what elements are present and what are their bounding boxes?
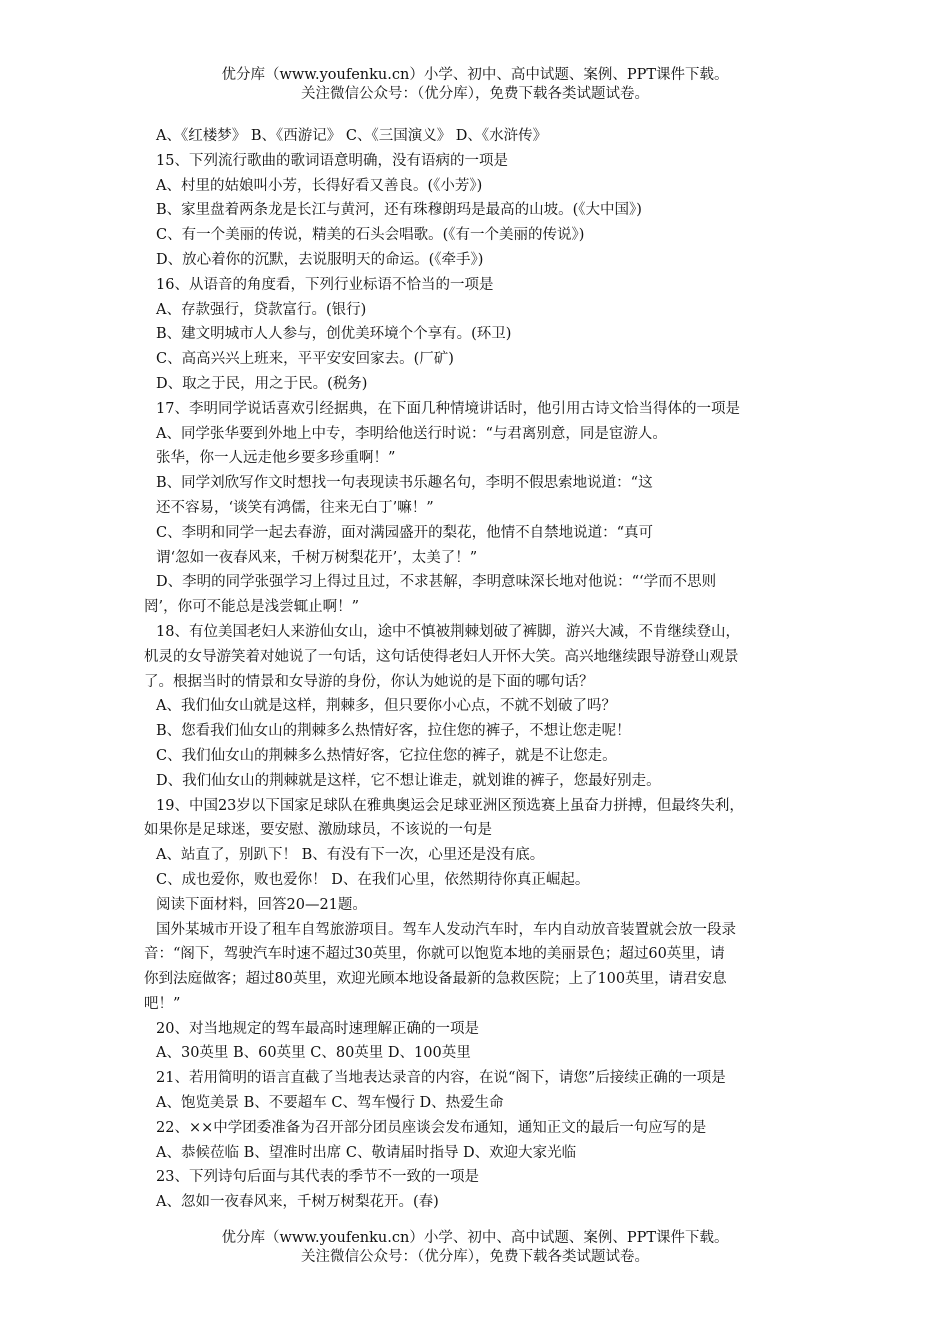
text-line: A、站直了，别趴下！ B、有没有下一次，心里还是没有底。 bbox=[156, 847, 545, 864]
text-line: B、同学刘欣写作文时想找一句表现读书乐趣名句，李明不假思索地说道：“这 bbox=[156, 475, 653, 492]
question-16: 16、从语音的角度看，下列行业标语不恰当的一项是 bbox=[156, 276, 494, 293]
question-19: 19、中国23岁以下国家足球队在雅典奥运会足球亚洲区预选赛上虽奋力拼搏，但最终失利， bbox=[156, 797, 744, 814]
text-line: A、《红楼梦》 B、《西游记》 C、《三国演义》 D、《水浒传》 bbox=[156, 128, 548, 144]
text-line: 还不容易，‘谈笑有鸿儒，往来无白丁’嘛！” bbox=[156, 499, 434, 516]
text-line: A、存款强行，贷款富行。(银行) bbox=[156, 301, 367, 318]
text-line: A、同学张华要到外地上中专，李明给他送行时说：“与君离别意，同是宦游人。 bbox=[156, 425, 667, 442]
text-line: 张华，你一人远走他乡要多珍重啊！” bbox=[156, 450, 396, 467]
text-line: A、30英里 B、60英里 C、80英里 D、100英里 bbox=[156, 1045, 471, 1062]
text-line: C、我们仙女山的荆棘多么热情好客，它拉住您的裤子，就是不让您走。 bbox=[156, 747, 617, 764]
page-header bbox=[0, 66, 950, 104]
text-line: C、有一个美丽的传说，精美的石头会唱歌。(《有一个美丽的传说》) bbox=[156, 227, 585, 244]
text-line: D、放心着你的沉默，去说服明天的命运。(《牵手》) bbox=[156, 251, 484, 268]
text-line: A、恭候莅临 B、望准时出席 C、敬请届时指导 D、欢迎大家光临 bbox=[156, 1144, 577, 1161]
text-line: A、忽如一夜春风来，千树万树梨花开。(春) bbox=[156, 1194, 439, 1211]
text-line: A、饱览美景 B、不要超车 C、驾车慢行 D、热爱生命 bbox=[156, 1095, 504, 1112]
text-line: C、高高兴兴上班来，平平安安回家去。(厂矿) bbox=[156, 351, 454, 368]
text-line: 机灵的女导游笑着对她说了一句话，这句话使得老妇人开怀大笑。高兴地继续跟导游登山观景 bbox=[144, 648, 739, 665]
text-line: C、李明和同学一起去春游，面对满园盛开的梨花，他情不自禁地说道：“真可 bbox=[156, 524, 654, 541]
question-22: 22、××中学团委准备为召开部分团员座谈会发布通知，通知正文的最后一句应写的是 bbox=[156, 1119, 707, 1136]
question-21: 21、若用简明的语言直截了当地表达录音的内容，在说“阁下，请您”后接续正确的一项是 bbox=[156, 1070, 726, 1087]
passage-line: 吧！” bbox=[144, 995, 181, 1012]
footer-line-site: 优分库（www.youfenku.cn）小学、初中、高中试题、案例、PPT课件下载。 bbox=[221, 1230, 729, 1246]
text-line: 如果你是足球迷，要安慰、激励球员，不该说的一句是 bbox=[144, 822, 492, 839]
question-20: 20、对当地规定的驾车最高时速理解正确的一项是 bbox=[156, 1020, 479, 1037]
passage-line: 你到法庭做客；超过80英里，欢迎光顾本地设备最新的急救医院；上了100英里，请君安息 bbox=[144, 971, 727, 988]
text-line: 罔’，你可不能总是浅尝辄止啊！” bbox=[144, 599, 360, 616]
footer-line-wechat: 关注微信公众号：（优分库），免费下载各类试题试卷。 bbox=[301, 1249, 649, 1265]
passage-line: 音：“阁下，驾驶汽车时速不超过30英里，你就可以饱览本地的美丽景色；超过60英里，请 bbox=[144, 946, 725, 963]
text-line: B、家里盘着两条龙是长江与黄河，还有珠穆朗玛是最高的山坡。(《大中国》) bbox=[156, 202, 642, 219]
question-17: 17、李明同学说话喜欢引经据典，在下面几种情境讲话时，他引用古诗文恰当得体的一项是 bbox=[156, 400, 740, 417]
text-line: D、李明的同学张强学习上得过且过，不求甚解，李明意味深长地对他说：“‘学而不思则 bbox=[156, 574, 717, 591]
header-line-wechat: 关注微信公众号：（优分库），免费下载各类试题试卷。 bbox=[301, 86, 649, 102]
question-23: 23、下列诗句后面与其代表的季节不一致的一项是 bbox=[156, 1169, 479, 1186]
text-line: A、村里的姑娘叫小芳，长得好看又善良。(《小芳》) bbox=[156, 177, 483, 194]
header-line-site: 优分库（www.youfenku.cn）小学、初中、高中试题、案例、PPT课件下载。 bbox=[221, 67, 729, 83]
text-line: D、取之于民，用之于民。(税务) bbox=[156, 375, 368, 392]
text-line: B、建文明城市人人参与，创优美环境个个享有。(环卫) bbox=[156, 326, 512, 343]
question-18: 18、有位美国老妇人来游仙女山，途中不慎被荆棘划破了裤脚，游兴大减，不肯继续登山， bbox=[156, 623, 740, 640]
text-line: B、您看我们仙女山的荆棘多么热情好客，拉住您的裤子，不想让您走呢！ bbox=[156, 723, 631, 740]
text-line: A、我们仙女山就是这样，荆棘多，但只要你小心点，不就不划破了吗？ bbox=[156, 698, 616, 715]
document-body bbox=[144, 124, 810, 1215]
passage-line: 国外某城市开设了租车自驾旅游项目。驾车人发动汽车时，车内自动放音装置就会放一段录 bbox=[156, 921, 736, 938]
text-line: C、成也爱你，败也爱你！ D、在我们心里，依然期待你真正崛起。 bbox=[156, 871, 590, 888]
page-footer bbox=[0, 1229, 950, 1267]
text-line: 了。根据当时的情景和女导游的身份，你认为她说的是下面的哪句话？ bbox=[144, 673, 594, 690]
question-15: 15、下列流行歌曲的歌词语意明确，没有语病的一项是 bbox=[156, 152, 508, 169]
reading-instruction: 阅读下面材料，回答20—21题。 bbox=[156, 896, 367, 913]
text-line: 谓‘忽如一夜春风来，千树万树梨花开’，太美了！” bbox=[156, 549, 478, 566]
text-line: D、我们仙女山的荆棘就是这样，它不想让谁走，就划谁的裤子，您最好别走。 bbox=[156, 772, 661, 789]
